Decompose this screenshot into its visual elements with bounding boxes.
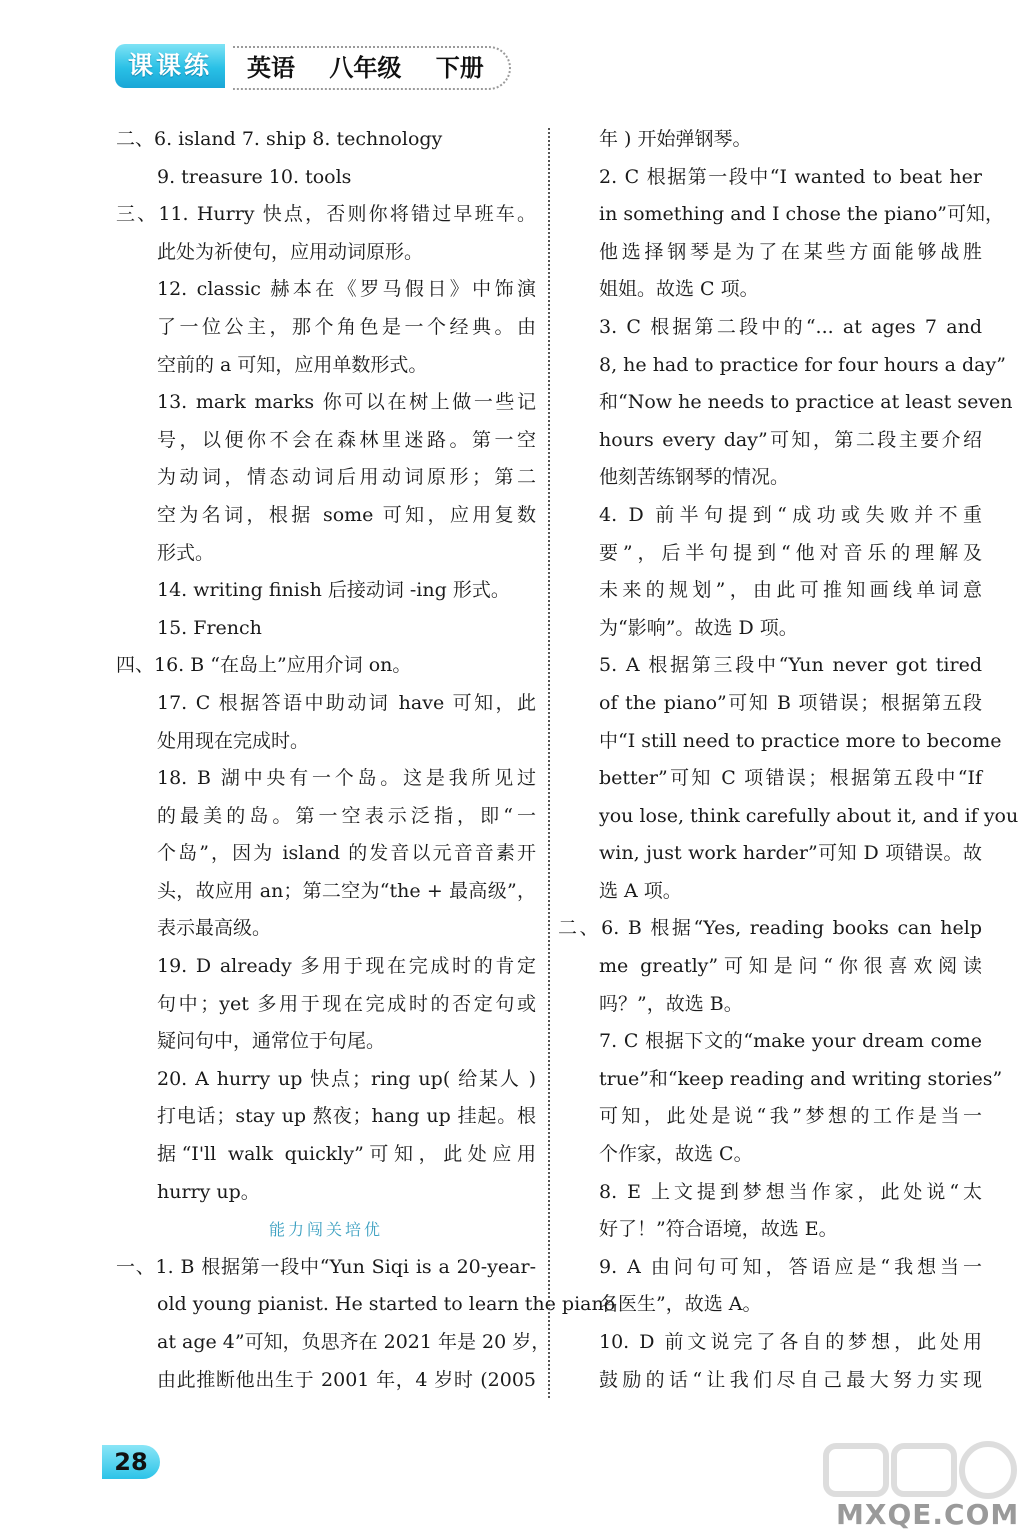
text-line: 选 A 项。: [599, 879, 682, 902]
text-line: in something and I chose the piano”可知，: [599, 203, 1004, 226]
text-line: 个作家，故选 C。: [599, 1143, 753, 1166]
text-line: 14. writing finish 后接动词 -ing 形式。: [157, 579, 510, 602]
text-line: me greatly”可知是问“你很喜欢阅读: [599, 955, 982, 978]
text-line: 个岛”，因为 island 的发音以元音音素开: [157, 842, 536, 865]
text-line: 三、11. Hurry 快点，否则你将错过早班车。: [116, 203, 536, 226]
text-line: 名医生”，故选 A。: [599, 1293, 762, 1316]
text-line: 15. French: [157, 616, 262, 639]
column-divider: [548, 128, 550, 1398]
text-line: 可知，此处是说“我”梦想的工作是当一: [599, 1105, 982, 1128]
text-line: 9. A 由问句可知，答语应是“我想当一: [599, 1255, 982, 1278]
text-line: 此处为祈使句，应用动词原形。: [157, 240, 424, 263]
text-line: of the piano”可知 B 项错误；根据第五段: [599, 691, 982, 714]
text-line: 他刻苦练钢琴的情况。: [599, 466, 790, 489]
text-line: 据“I'll walk quickly”可知，此处应用: [157, 1143, 536, 1166]
text-line: 要”，后半句提到“他对音乐的理解及: [599, 541, 982, 564]
text-line: 2. C 根据第一段中“I wanted to beat her: [599, 165, 982, 188]
text-line: true”和“keep reading and writing stories”: [599, 1067, 1003, 1090]
text-line: better”可知 C 项错误；根据第五段中“If: [599, 767, 982, 790]
text-line: 和“Now he needs to practice at least seven: [599, 391, 1013, 414]
page-number: 28: [102, 1445, 160, 1479]
text-line: 9. treasure 10. tools: [157, 165, 352, 188]
volume: 下册: [435, 54, 484, 82]
text-line: 处用现在完成时。: [157, 729, 310, 752]
text-line: 姐姐。故选 C 项。: [599, 278, 759, 301]
text-line: 他选择钢琴是为了在某些方面能够战胜: [599, 240, 982, 263]
book-title: [233, 46, 511, 90]
text-line: 号，以便你不会在森林里迷路。第一空: [157, 428, 536, 451]
subject: 英语: [247, 54, 295, 82]
text-line: 空前的 a 可知，应用单数形式。: [157, 353, 428, 376]
brand-logo: 课课练: [115, 44, 225, 88]
text-line: hours every day”可知，第二段主要介绍: [599, 428, 982, 451]
grade: 八年级: [329, 54, 402, 82]
text-line: 吗？”，故选 B。: [599, 992, 743, 1015]
text-line: 好了！”符合语境，故选 E。: [599, 1218, 838, 1241]
text-line: 7. C 根据下文的“make your dream come: [599, 1030, 982, 1053]
text-line: 18. B 湖中央有一个岛。这是我所见过: [157, 767, 536, 790]
text-line: 20. A hurry up 快点；ring up( 给某人 ): [157, 1067, 536, 1090]
right-column: [558, 121, 1019, 1399]
text-line: 5. A 根据第三段中“Yun never got tired: [599, 654, 982, 677]
text-line: 表示最高级。: [157, 917, 272, 940]
text-line: 4. D 前半句提到“成功或失败并不重: [599, 503, 982, 526]
text-line: 四、16. B “在岛上”应用介词 on。: [116, 654, 412, 677]
text-line: 中“I still need to practice more to become: [599, 729, 1002, 752]
text-line: 12. classic 赫本在《罗马假日》中饰演: [157, 278, 536, 301]
text-line: 3. C 根据第二段中的“... at ages 7 and: [599, 315, 982, 338]
text-line: 8. E 上文提到梦想当作家，此处说“太: [599, 1180, 982, 1203]
text-line: 的最美的岛。第一空表示泛指，即“一: [157, 804, 536, 827]
text-line: 19. D already 多用于现在完成时的肯定: [157, 955, 536, 978]
text-line: 头，故应用 an；第二空为“the + 最高级”，: [157, 879, 536, 902]
text-line: 年 ) 开始弹钢琴。: [599, 128, 752, 150]
text-line: old young pianist. He started to learn the piano: [157, 1293, 616, 1316]
text-line: 8, he had to practice for four hours a day”: [599, 353, 1006, 376]
text-line: at age 4”可知，负思齐在 2021 年是 20 岁，: [157, 1331, 551, 1353]
text-line: 形式。: [157, 541, 215, 564]
text-line: 13. mark marks 你可以在树上做一些记: [157, 391, 536, 414]
text-line: 为“影响”。故选 D 项。: [599, 616, 798, 639]
text-line: 由此推断他出生于 2001 年，4 岁时 (2005: [157, 1368, 536, 1391]
text-line: 鼓励的话“让我们尽自己最大努力实现: [599, 1368, 982, 1391]
text-line: 17. C 根据答语中助动词 have 可知，此: [157, 691, 536, 714]
section-heading: 能力闯关培优: [268, 1220, 383, 1240]
text-line: 二、6. B 根据“Yes, reading books can help: [558, 917, 982, 940]
text-line: 未来的规划”，由此可推知画线单词意: [599, 579, 982, 602]
text-line: win, just work harder”可知 D 项错误。故: [599, 842, 982, 865]
left-column: [116, 121, 616, 1399]
text-line: 一、1. B 根据第一段中“Yun Siqi is a 20-year-: [116, 1255, 536, 1278]
text-line: 打电话；stay up 熬夜；hang up 挂起。根: [157, 1105, 536, 1128]
text-line: 句中；yet 多用于现在完成时的否定句或: [157, 992, 536, 1015]
text-line: 二、6. island 7. ship 8. technology: [116, 128, 443, 150]
text-line: 了一位公主，那个角色是一个经典。由: [157, 315, 536, 338]
text-line: 10. D 前文说完了各自的梦想，此处用: [599, 1331, 982, 1353]
page-header: [115, 44, 500, 90]
text-line: you lose, think carefully about it, and if you: [599, 804, 1019, 827]
text-line: hurry up。: [157, 1180, 260, 1203]
text-line: 空为名词，根据 some 可知，应用复数: [157, 503, 536, 526]
text-line: 为动词，情态动词后用动词原形；第二: [157, 466, 536, 489]
watermark-text: MXQE.COM: [836, 1498, 1020, 1531]
text-line: 疑问句中，通常位于句尾。: [157, 1030, 386, 1053]
